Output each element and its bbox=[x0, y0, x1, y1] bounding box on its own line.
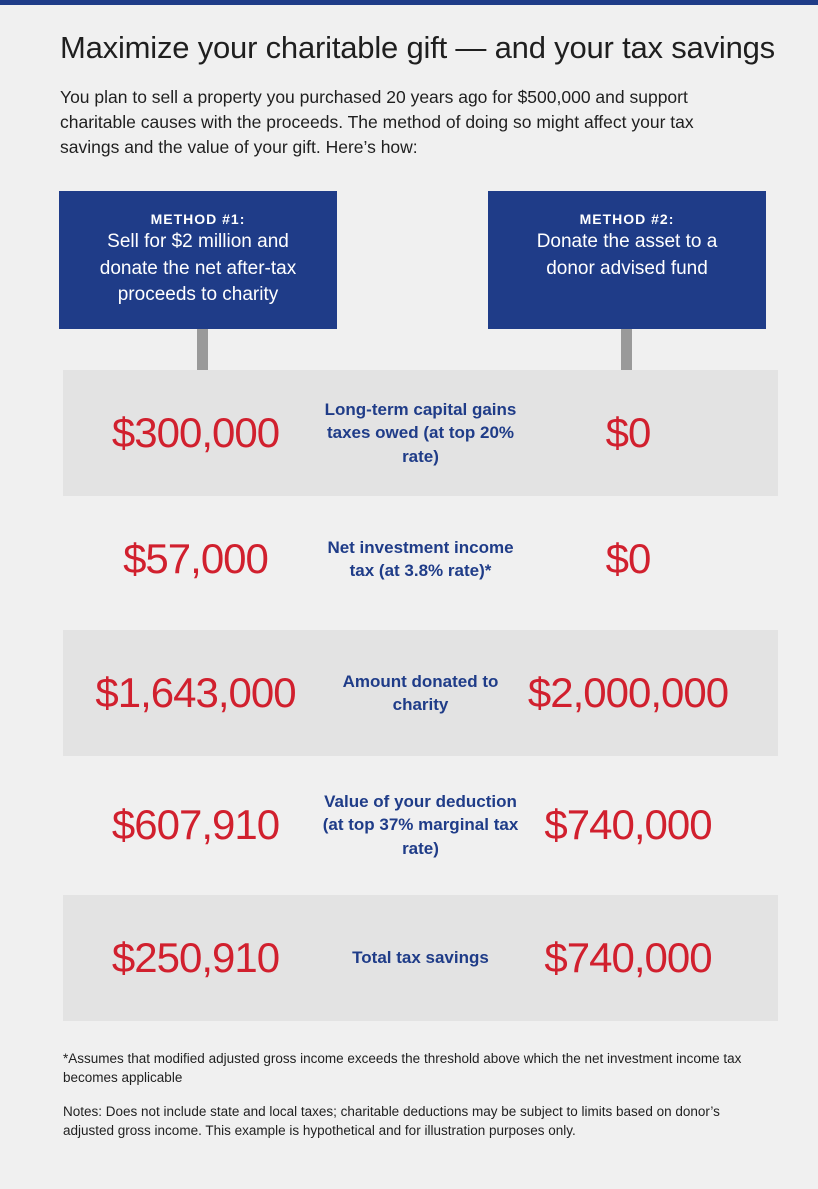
method-1-value: $250,910 bbox=[111, 934, 280, 981]
method-1-value: $300,000 bbox=[111, 409, 280, 456]
row-label: Net investment income tax (at 3.8% rate)* bbox=[327, 537, 514, 580]
method-2-description: Donate the asset to a donor advised fund bbox=[536, 231, 718, 279]
intro-text: You plan to sell a property you purchased 20 years ago for $500,000 and support charitable causes with the proceeds. The method of doing so might affect your tax savings and the value of your gift. Here’s how: bbox=[60, 87, 694, 157]
method-2-value: $740,000 bbox=[544, 934, 712, 981]
method-2-value: $740,000 bbox=[544, 801, 712, 848]
comparison-row-deduction-value bbox=[63, 762, 778, 888]
row-label: Long-term capital gains taxes owed (at top 20% rate) bbox=[324, 399, 517, 466]
comparison-row-amount-donated bbox=[63, 630, 778, 756]
page-title: Maximize your charitable gift — and your tax savings bbox=[60, 30, 775, 65]
method-2-label: METHOD #2: bbox=[579, 211, 675, 227]
row-label: Value of your deduction (at top 37% marginal tax rate) bbox=[322, 791, 519, 858]
top-accent-bar bbox=[0, 0, 818, 5]
method-2-connector bbox=[621, 329, 632, 370]
method-1-description: Sell for $2 million and donate the net after-tax proceeds to charity bbox=[99, 231, 297, 305]
footnote-notes: Notes: Does not include state and local taxes; charitable deductions may be subject to limits based on donor’s adjusted gross income. This example is hypothetical and for illustration purposes only. bbox=[63, 1104, 720, 1138]
method-1-value: $57,000 bbox=[123, 535, 268, 582]
method-1-value: $607,910 bbox=[111, 801, 280, 848]
comparison-row-net-investment-tax bbox=[63, 496, 778, 622]
comparison-row-total-tax-savings bbox=[63, 895, 778, 1021]
row-label: Amount donated to charity bbox=[342, 671, 499, 714]
method-1-connector bbox=[197, 329, 208, 370]
footnote-asterisk: *Assumes that modified adjusted gross income exceeds the threshold above which the net investment income tax becomes applicable bbox=[63, 1051, 742, 1085]
comparison-row-capital-gains bbox=[63, 370, 778, 496]
method-2-value: $0 bbox=[605, 535, 651, 582]
method-2-value: $2,000,000 bbox=[527, 669, 729, 716]
method-2-value: $0 bbox=[605, 409, 651, 456]
row-label: Total tax savings bbox=[352, 948, 489, 968]
method-1-value: $1,643,000 bbox=[95, 669, 296, 716]
method-2-box bbox=[488, 191, 766, 329]
method-1-box bbox=[59, 191, 337, 329]
method-1-label: METHOD #1: bbox=[150, 211, 246, 227]
